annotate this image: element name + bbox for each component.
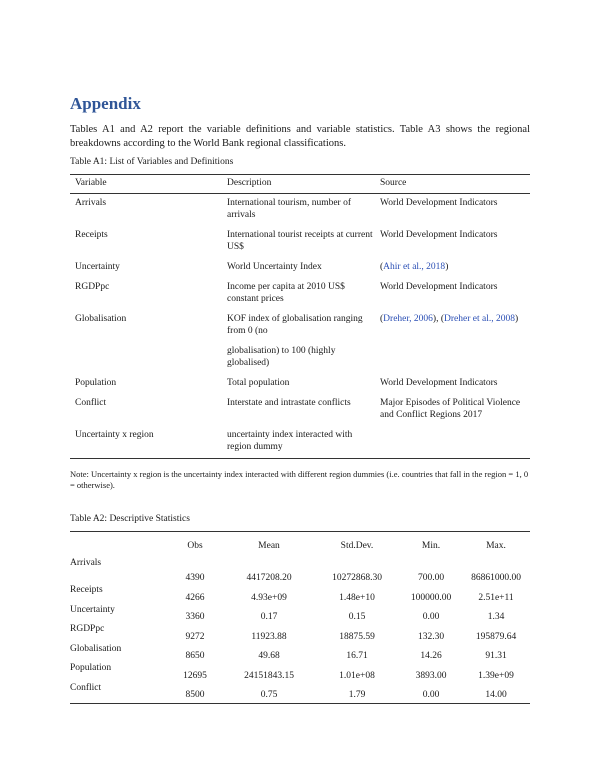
header-mean: Mean	[258, 541, 280, 551]
variable-cell: Receipts	[75, 230, 108, 240]
header-variable: Variable	[70, 175, 222, 194]
min-cell: 3893.00	[415, 670, 447, 681]
mean-cell: 11923.88	[251, 631, 287, 642]
variables-table-header	[70, 175, 530, 194]
source-cell	[375, 310, 530, 342]
max-cell: 91.31	[485, 651, 507, 661]
variable-cell: Population	[70, 663, 112, 673]
source-cell: World Development Indicators	[380, 378, 498, 388]
table-row	[70, 226, 530, 258]
table-row	[70, 194, 530, 227]
source-cell: World Development Indicators	[380, 230, 498, 240]
description-cell: Interstate and intrastate conflicts	[227, 398, 351, 408]
table-row	[70, 557, 530, 584]
std-dev-cell: 1.79	[314, 682, 400, 704]
header-description: Description	[222, 175, 375, 194]
description-cell: International tourist receipts at current US$	[227, 230, 373, 252]
description-cell: World Uncertainty Index	[227, 262, 322, 272]
table-a2-caption: Table A2: Descriptive Statistics	[70, 514, 190, 524]
table-row	[70, 374, 530, 394]
statistics-table-header	[70, 535, 530, 557]
mean-cell: 4417208.20	[246, 573, 292, 583]
citation-text: (	[380, 314, 384, 324]
table-row	[70, 426, 530, 459]
source-cell	[375, 426, 530, 459]
variable-cell: Population	[75, 378, 117, 388]
table-row	[70, 342, 530, 374]
variable-cell: Arrivals	[75, 198, 107, 208]
mean-cell: 4.93e+09	[251, 592, 287, 603]
description-cell: Total population	[227, 378, 290, 388]
header-obs: Obs	[187, 541, 203, 551]
max-cell: 14.00	[462, 682, 530, 704]
obs-cell: 4266	[185, 592, 205, 603]
citation-link[interactable]: Dreher et al., 2008	[444, 314, 515, 324]
source-cell: World Development Indicators	[380, 198, 498, 208]
min-cell: 100000.00	[410, 592, 452, 603]
description-cell: globalisation) to 100 (highly globalised)	[227, 346, 336, 368]
descriptive-statistics-table	[70, 535, 530, 704]
min-cell: 0.00	[400, 682, 462, 704]
appendix-heading: Appendix	[70, 94, 141, 113]
table-row	[70, 623, 530, 643]
obs-cell: 3360	[185, 612, 205, 622]
citation-link[interactable]: Ahir et al., 2018	[383, 262, 446, 272]
description-cell: KOF index of globalisation ranging from 0 (no	[227, 314, 363, 336]
variable-cell: Globalisation	[75, 314, 127, 324]
description-cell: International tourism, number of arrivals	[227, 198, 351, 220]
header-blank	[70, 535, 166, 557]
table-row	[70, 643, 530, 663]
max-cell: 195879.64	[475, 631, 517, 642]
table-row	[70, 278, 530, 310]
min-cell: 0.00	[422, 612, 440, 622]
header-std-dev: Std.Dev.	[340, 541, 374, 551]
source-cell: World Development Indicators	[380, 282, 498, 292]
variable-cell: RGDPpc	[75, 282, 110, 292]
max-cell: 2.51e+11	[478, 592, 514, 603]
table-row	[70, 310, 530, 342]
variables-table	[70, 174, 530, 459]
description-cell: uncertainty index interacted with region dummy	[222, 426, 375, 459]
table-a1-caption: Table A1: List of Variables and Definitions	[70, 157, 234, 167]
variable-cell	[70, 342, 222, 374]
max-cell: 1.39e+09	[478, 670, 514, 681]
table-row	[70, 394, 530, 426]
description-cell: Income per capita at 2010 US$ constant prices	[227, 282, 345, 304]
min-cell: 132.30	[417, 631, 445, 642]
source-cell	[375, 342, 530, 374]
mean-cell: 0.17	[260, 612, 278, 622]
obs-cell: 8650	[185, 651, 205, 661]
std-dev-cell: 16.71	[346, 651, 368, 661]
table-a2-top-rule	[70, 531, 530, 532]
citation-text: (	[380, 262, 384, 272]
std-dev-cell: 0.15	[348, 612, 366, 622]
header-min: Min.	[421, 541, 441, 551]
variable-cell: Uncertainty	[75, 262, 120, 272]
header-max: Max.	[486, 541, 506, 551]
variable-cell: Conflict	[75, 398, 107, 408]
variable-cell: Conflict	[70, 682, 166, 704]
obs-cell: 8500	[166, 682, 224, 704]
mean-cell: 49.68	[258, 651, 280, 661]
obs-cell: 4390	[185, 573, 205, 583]
std-dev-cell: 1.48e+10	[339, 592, 375, 603]
min-cell: 700.00	[417, 573, 445, 583]
std-dev-cell: 18875.59	[339, 631, 375, 642]
citation-text: )	[445, 262, 449, 272]
table-row	[70, 682, 530, 704]
min-cell: 14.26	[420, 651, 442, 661]
variable-cell: Globalisation	[70, 643, 122, 654]
table-row	[70, 604, 530, 624]
source-cell	[375, 258, 530, 278]
variable-cell: Receipts	[70, 585, 103, 595]
mean-cell: 0.75	[224, 682, 314, 704]
mean-cell: 24151843.15	[244, 670, 294, 681]
header-source: Source	[375, 175, 530, 194]
table-row	[70, 584, 530, 604]
table-row	[70, 258, 530, 278]
citation-text: )	[514, 314, 519, 324]
std-dev-cell: 1.01e+08	[339, 670, 375, 681]
max-cell: 1.34	[487, 612, 505, 622]
max-cell: 86861000.00	[471, 573, 521, 583]
obs-cell: 12695	[183, 670, 207, 681]
citation-text: ), (	[432, 314, 444, 324]
variable-cell: Uncertainty x region	[70, 426, 222, 459]
variable-cell: RGDPpc	[70, 624, 105, 634]
citation-link[interactable]: Dreher, 2006	[383, 314, 433, 324]
obs-cell: 9272	[185, 631, 205, 642]
source-cell: Major Episodes of Political Violence and Conflict Regions 2017	[380, 398, 521, 420]
variable-cell: Arrivals	[70, 558, 102, 568]
variable-cell: Uncertainty	[70, 604, 115, 615]
std-dev-cell: 10272868.30	[332, 573, 382, 583]
intro-paragraph: Tables A1 and A2 report the variable definitions and variable statistics. Table A3 shows the regional breakdowns according to the World Bank regional classifications.	[70, 124, 530, 149]
table-row	[70, 662, 530, 682]
table-a1-note: Note: Uncertainty x region is the uncertainty index interacted with different region dummies (i.e. countries that fall in the region = 1, 0 = otherwise).	[70, 469, 529, 490]
